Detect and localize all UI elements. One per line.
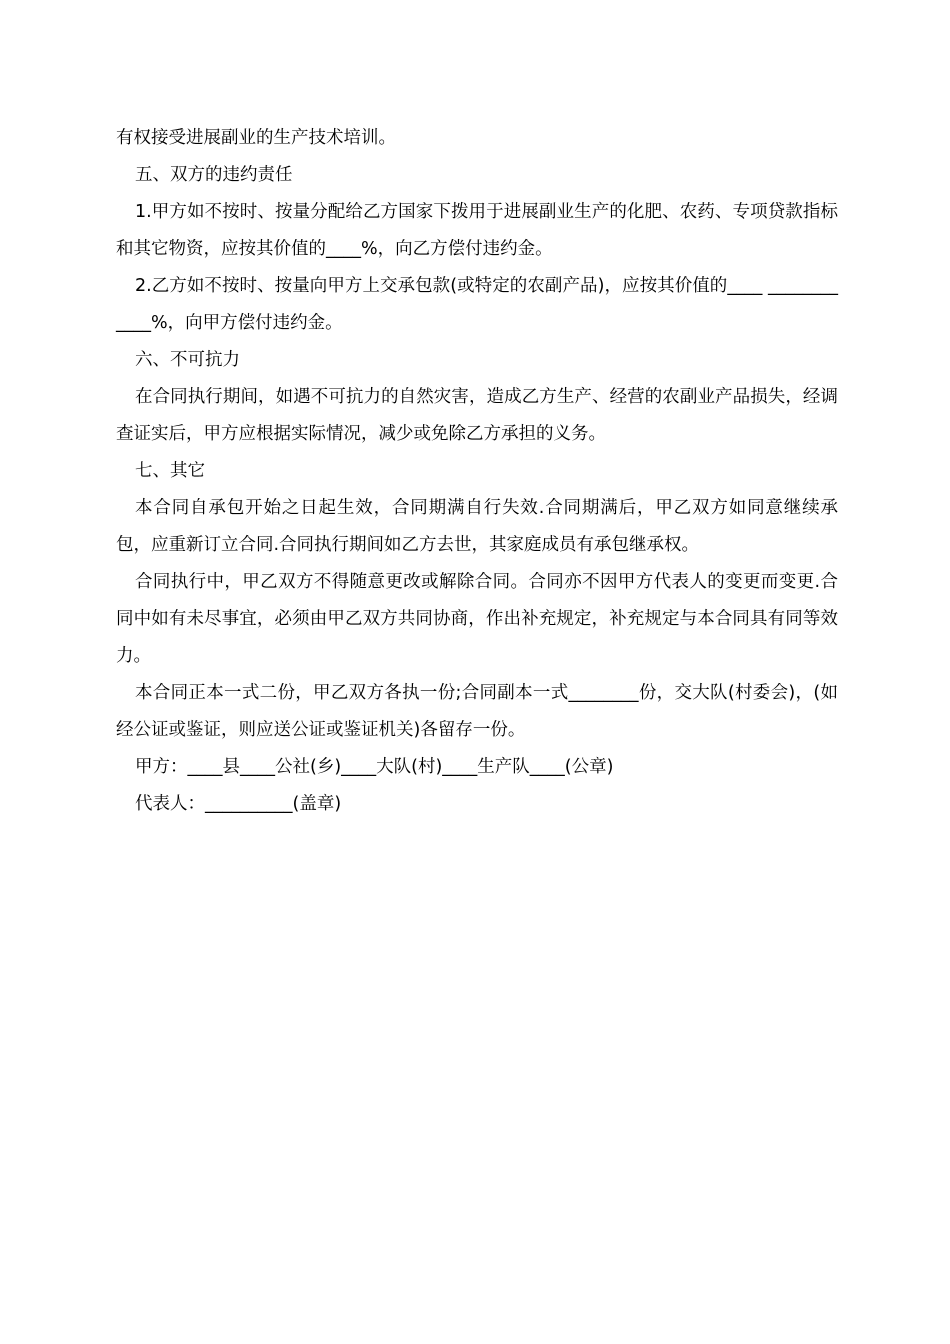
representative-signature-line: 代表人：__________(盖章) bbox=[135, 794, 342, 814]
paragraph-validity: 本合同自承包开始之日起生效，合同期满自行失效.合同期满后，甲乙双方如同意继续承包，应重新订立合同.合同执行期间如乙方去世，其家庭成员有承包继承权。 bbox=[116, 498, 838, 555]
document-body bbox=[116, 120, 838, 823]
section-heading-breach: 五、双方的违约责任 bbox=[135, 165, 293, 185]
party-a-signature-line: 甲方：____县____公社(乡)____大队(村)____生产队____(公章) bbox=[135, 757, 614, 777]
paragraph-skill-training: 有权接受进展副业的生产技术培训。 bbox=[116, 128, 396, 148]
paragraph-modification: 合同执行中，甲乙双方不得随意更改或解除合同。合同亦不因甲方代表人的变更而变更.合同中如有未尽事宜，必须由甲乙双方共同协商，作出补充规定，补充规定与本合同具有同等效力。 bbox=[116, 572, 838, 666]
paragraph-copies: 本合同正本一式二份，甲乙双方各执一份;合同副本一式________份，交大队(村委会)，(如经公证或鉴证，则应送公证或鉴证机关)各留存一份。 bbox=[116, 683, 838, 740]
section-heading-force-majeure: 六、不可抗力 bbox=[135, 350, 240, 370]
clause-party-a-breach: 1.甲方如不按时、按量分配给乙方国家下拨用于进展副业生产的化肥、农药、专项贷款指标和其它物资，应按其价值的____%，向乙方偿付违约金。 bbox=[116, 202, 838, 259]
clause-party-b-breach: 2.乙方如不按时、按量向甲方上交承包款(或特定的农副产品)，应按其价值的____ ____________%，向甲方偿付违约金。 bbox=[116, 276, 838, 333]
paragraph-force-majeure: 在合同执行期间，如遇不可抗力的自然灾害，造成乙方生产、经营的农副业产品损失，经调查证实后，甲方应根据实际情况，减少或免除乙方承担的义务。 bbox=[116, 387, 838, 444]
section-heading-other: 七、其它 bbox=[135, 461, 205, 481]
